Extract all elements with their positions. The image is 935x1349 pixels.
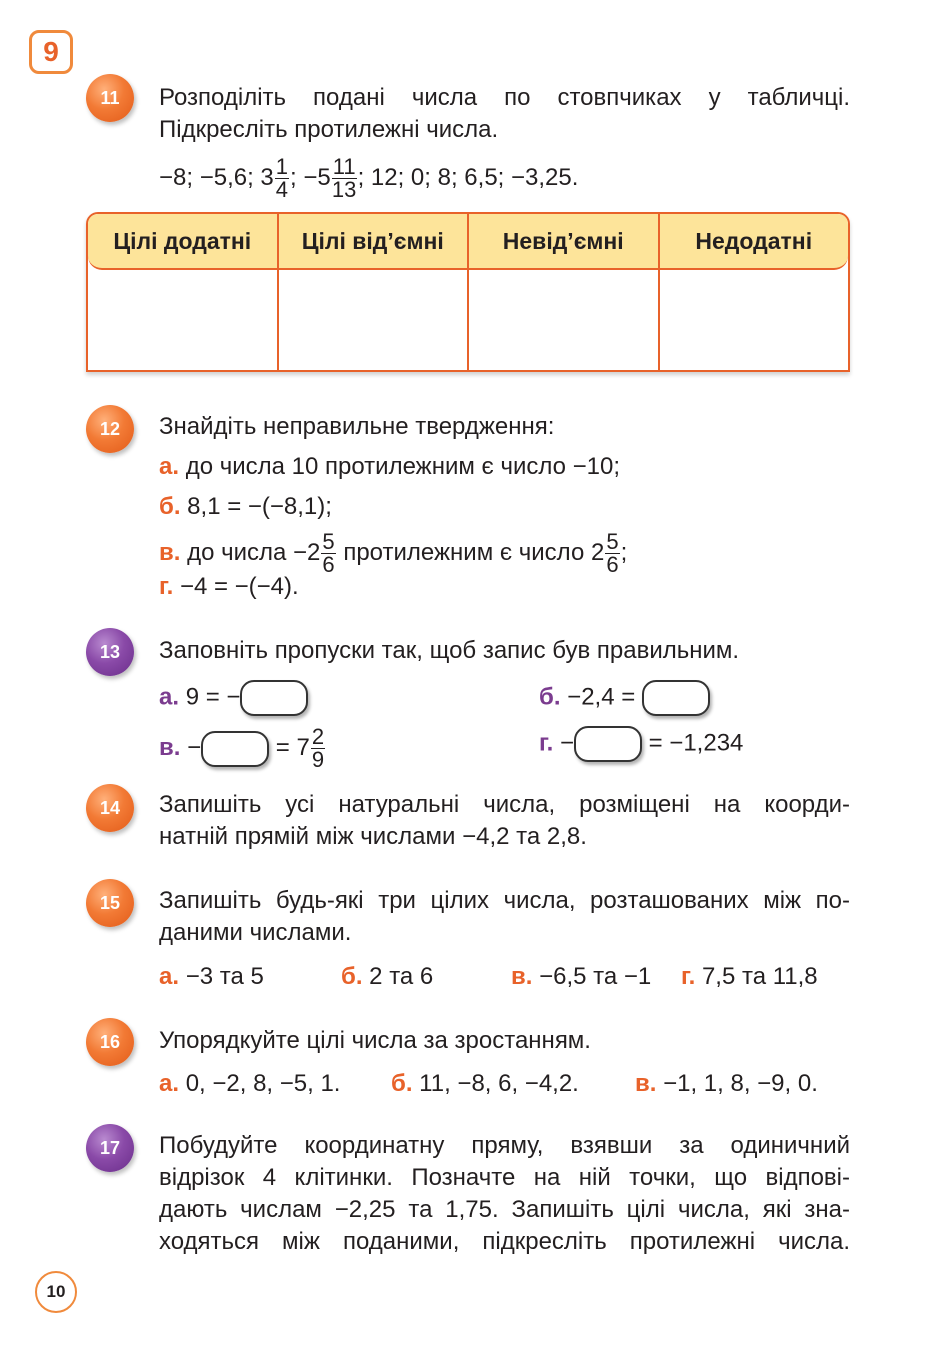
option-text: 9 = − (185, 683, 241, 711)
task-12-option-v (159, 531, 627, 576)
denominator: 13 (331, 177, 357, 202)
table-header-row (88, 214, 848, 270)
task-15-line-2: даними числами. (159, 919, 352, 946)
task-number-11: 11 (86, 74, 134, 122)
task-15-option-b (341, 961, 433, 993)
table-cell[interactable] (88, 268, 279, 370)
task-13-option-v (159, 726, 326, 771)
option-label: а. (159, 453, 180, 480)
task-12-option-g (159, 571, 299, 603)
answer-blank[interactable] (201, 731, 269, 767)
numerator: 5 (606, 529, 619, 554)
option-text: 7,5 та 11,8 (701, 963, 818, 990)
option-label: а. (159, 683, 180, 711)
page-number: 10 (35, 1271, 77, 1313)
option-text: −4 = −(−4). (179, 573, 299, 600)
task-11-line-2: Підкресліть протилежні числа. (159, 116, 499, 143)
task-number-14: 14 (86, 784, 134, 832)
header-non-positive: Недодатні (695, 228, 813, 254)
numerator: 1 (275, 154, 289, 179)
option-text: протилежним є число 2 (343, 538, 605, 566)
option-text: 8,1 = −(−8,1); (187, 493, 332, 520)
fraction-eleven-thirteenths (332, 156, 357, 201)
option-label: б. (539, 683, 561, 711)
option-text: −3 та 5 (185, 963, 264, 990)
task-13-question: Заповніть пропуски так, щоб запис був правильним. (159, 637, 740, 664)
task-16-option-a (159, 1068, 340, 1100)
option-text: − (187, 733, 202, 761)
option-text: = −1,234 (648, 729, 744, 757)
numerator: 2 (311, 724, 325, 749)
task-13-option-b (539, 680, 710, 716)
numerator: 11 (332, 154, 356, 179)
option-label: а. (159, 963, 180, 990)
denominator: 4 (275, 177, 289, 202)
table-cell[interactable] (279, 268, 470, 370)
table-cell[interactable] (469, 268, 660, 370)
numerator: 5 (322, 529, 335, 554)
task-12-option-a (159, 451, 620, 483)
task-15-line-1: Запишіть будь-які три цілих числа, розташованих між по- (159, 887, 850, 914)
task-number-15: 15 (86, 879, 134, 927)
task-14-line-1: Запишіть усі натуральні числа, розміщені на коорди- (159, 791, 850, 818)
task-number-13: 13 (86, 628, 134, 676)
header-positive-integers: Цілі додатні (88, 214, 279, 268)
task-15-option-g (681, 961, 818, 993)
task-13-option-a (159, 680, 308, 716)
task-number-12: 12 (86, 405, 134, 453)
option-label: а. (159, 1070, 180, 1097)
task-11-line-1: Розподіліть подані числа по стовпчиках у табличці. (159, 84, 850, 111)
option-text-end: ; (620, 538, 628, 566)
task-17-line-1: Побудуйте координатну пряму, взявши за одиничний (159, 1132, 850, 1159)
option-text: 2 та 6 (369, 963, 434, 990)
answer-blank[interactable] (642, 680, 710, 716)
option-text: 0, −2, 8, −5, 1. (185, 1070, 341, 1097)
distribution-table (86, 212, 850, 372)
task-13-option-g (539, 726, 743, 762)
task-14-line-2: натній прямій між числами −4,2 та 2,8. (159, 823, 587, 850)
fraction-one-quarter (275, 156, 289, 201)
option-text: до числа 10 протилежним є число −10; (185, 453, 621, 480)
option-label: в. (159, 733, 181, 761)
option-label: б. (159, 493, 181, 520)
option-label: в. (511, 963, 533, 990)
fraction-two-ninths (311, 726, 325, 771)
task-16-option-b (391, 1068, 579, 1100)
option-label: б. (341, 963, 363, 990)
option-text: −1, 1, 8, −9, 0. (663, 1070, 818, 1097)
option-text: 11, −8, 6, −4,2. (419, 1070, 579, 1097)
task-15-option-a (159, 961, 264, 993)
task-number-17: 17 (86, 1124, 134, 1172)
task-12-question: Знайдіть неправильне твердження: (159, 413, 555, 440)
task-16-option-v (635, 1068, 818, 1100)
task-number-16: 16 (86, 1018, 134, 1066)
task-11-numbers (159, 156, 578, 201)
table-cell[interactable] (660, 268, 849, 370)
option-text: = 7 (275, 733, 310, 761)
option-label: г. (539, 729, 554, 757)
table-body-row (88, 268, 848, 370)
answer-blank[interactable] (240, 680, 308, 716)
numbers-part-a: −8; −5,6; 3 (159, 163, 274, 191)
fraction-five-sixths (321, 531, 335, 576)
option-label: в. (635, 1070, 657, 1097)
task-17-line-3: дають числам −2,25 та 1,75. Запишіть цілі числа, які зна- (159, 1196, 850, 1223)
task-17-line-2: відрізок 4 клітинки. Позначте на ній точки, що відпові- (159, 1164, 850, 1191)
denominator: 6 (606, 552, 619, 577)
numbers-part-b: ; −5 (290, 163, 331, 191)
denominator: 6 (322, 552, 335, 577)
denominator: 9 (311, 747, 325, 772)
option-label: в. (159, 538, 181, 566)
option-text: −6,5 та −1 (539, 963, 652, 990)
task-17-line-4: ходяться між поданими, підкресліть протилежні числа. (159, 1228, 850, 1255)
header-negative-integers: Цілі від’ємні (279, 214, 470, 268)
task-16-question: Упорядкуйте цілі числа за зростанням. (159, 1027, 591, 1054)
fraction-five-sixths (605, 531, 619, 576)
header-non-negative: Невід’ємні (469, 214, 660, 268)
task-12-option-b (159, 491, 332, 523)
option-label: г. (159, 573, 174, 600)
section-number-badge: 9 (29, 30, 73, 74)
option-label: б. (391, 1070, 413, 1097)
option-text: −2,4 = (567, 683, 636, 711)
numbers-part-c: ; 12; 0; 8; 6,5; −3,25. (357, 163, 579, 191)
option-text: до числа −2 (187, 538, 321, 566)
answer-blank[interactable] (574, 726, 642, 762)
task-15-option-v (511, 961, 651, 993)
option-text: − (559, 729, 574, 757)
option-label: г. (681, 963, 696, 990)
